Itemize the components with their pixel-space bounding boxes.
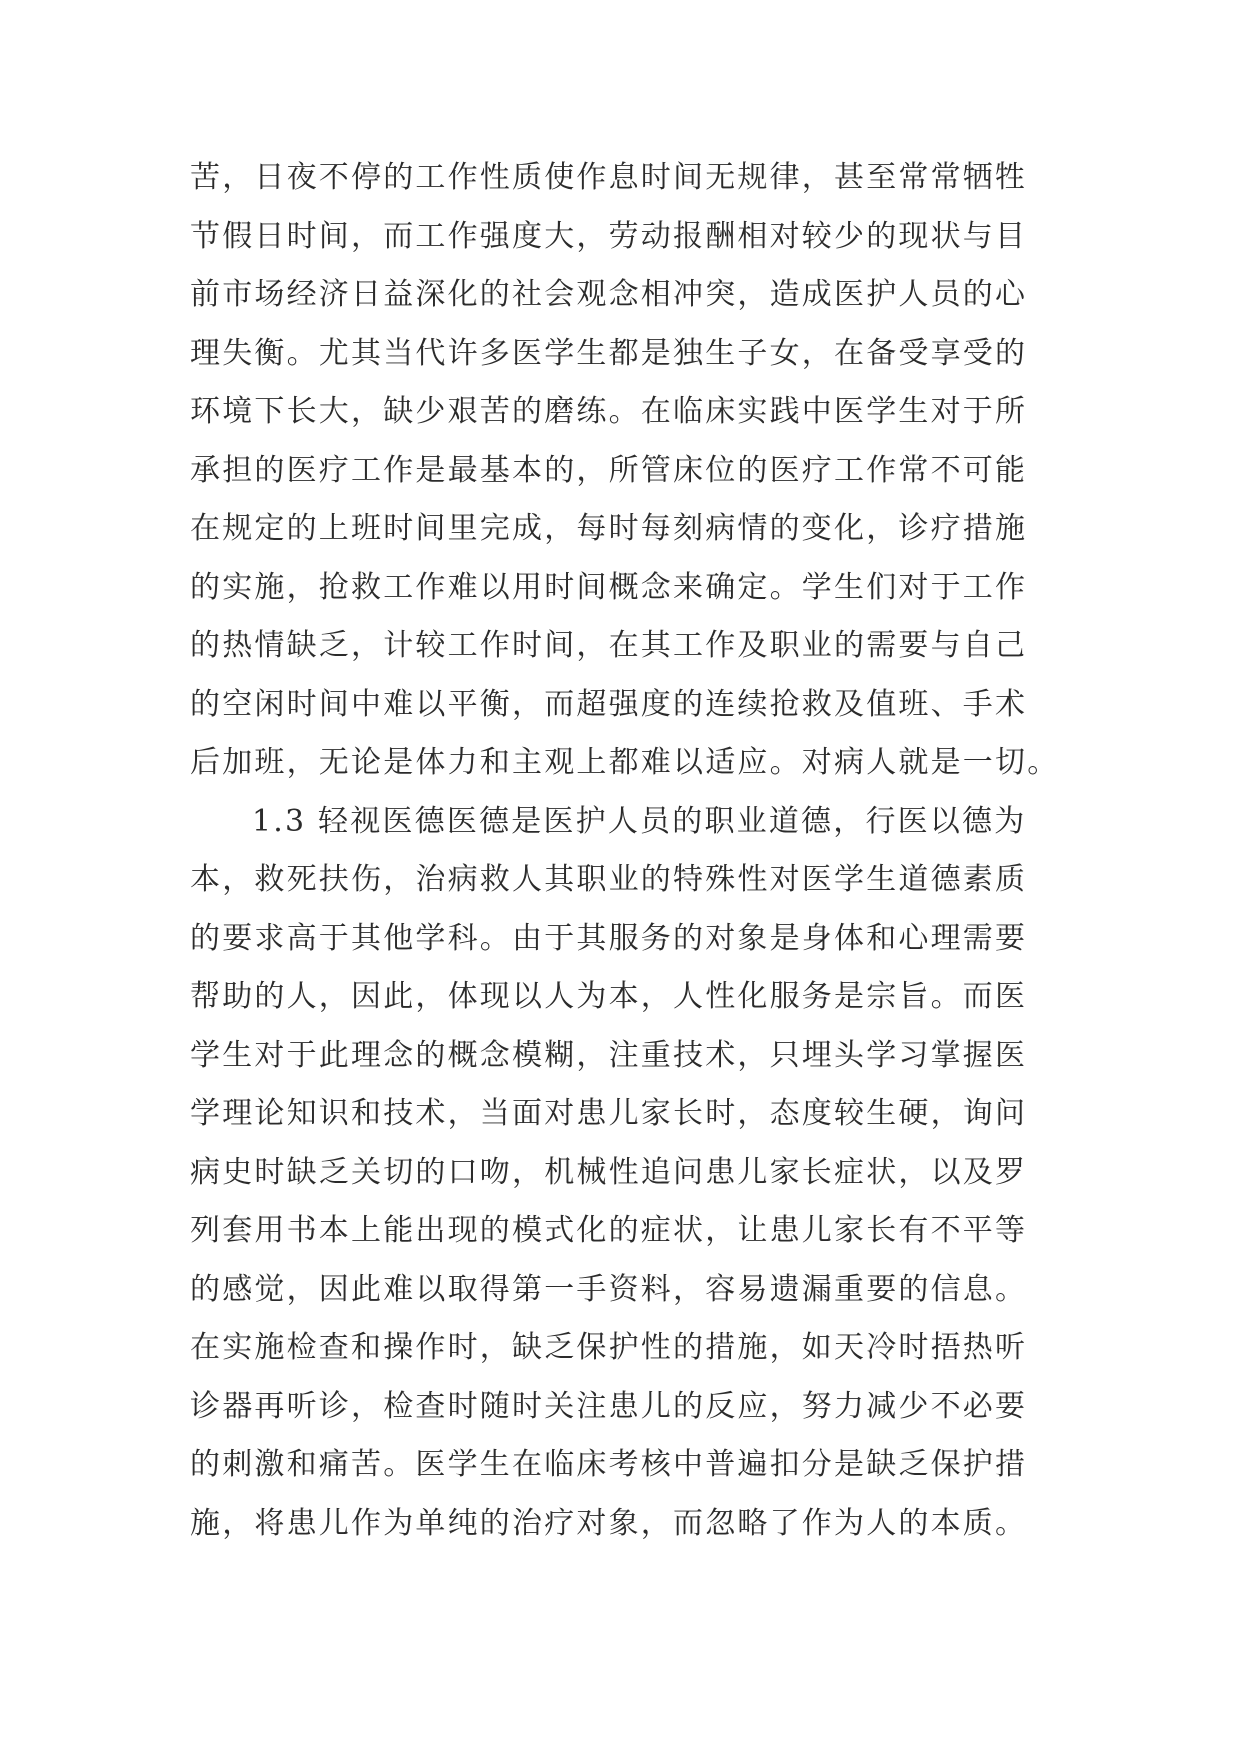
text-line: 的感觉，因此难以取得第一手资料，容易遗漏重要的信息。	[190, 1271, 1028, 1307]
text-line: 本，救死扶伤，治病救人其职业的特殊性对医学生道德素质	[190, 862, 1028, 897]
text-line: 施，将患儿作为单纯的治疗对象，而忽略了作为人的本质。	[190, 1505, 1028, 1541]
text-line: 的热情缺乏，计较工作时间，在其工作及职业的需要与自己	[190, 628, 1028, 663]
text-line: 在实施检查和操作时，缺乏保护性的措施，如天冷时捂热听	[190, 1330, 1028, 1365]
text-line: 学生对于此理念的概念模糊，注重技术，只埋头学习掌握医	[190, 1037, 1028, 1073]
text-line: 环境下长大，缺少艰苦的磨练。在临床实践中医学生对于所	[190, 394, 1028, 429]
text-line: 节假日时间，而工作强度大，劳动报酬相对较少的现状与目	[190, 218, 1028, 254]
section-heading-line: 1.3 轻视医德医德是医护人员的职业道德，行医以德为	[252, 803, 1027, 839]
text-line: 病史时缺乏关切的口吻，机械性追问患儿家长症状，以及罗	[190, 1154, 1028, 1190]
text-line: 的空闲时间中难以平衡，而超强度的连续抢救及值班、手术	[190, 686, 1028, 722]
text-line: 前市场经济日益深化的社会观念相冲突，造成医护人员的心	[190, 277, 1028, 312]
text-line: 在规定的上班时间里完成，每时每刻病情的变化，诊疗措施	[190, 511, 1028, 546]
text-line: 的实施，抢救工作难以用时间概念来确定。学生们对于工作	[190, 569, 1028, 605]
text-line: 承担的医疗工作是最基本的，所管床位的医疗工作常不可能	[190, 452, 1028, 488]
text-line: 学理论知识和技术，当面对患儿家长时，态度较生硬，询问	[190, 1096, 1028, 1131]
text-line: 后加班，无论是体力和主观上都难以适应。对病人就是一切。	[190, 745, 1060, 780]
text-line: 理失衡。尤其当代许多医学生都是独生子女，在备受享受的	[190, 335, 1028, 371]
text-line: 帮助的人，因此，体现以人为本，人性化服务是宗旨。而医	[190, 979, 1028, 1014]
text-line: 列套用书本上能出现的模式化的症状，让患儿家长有不平等	[190, 1213, 1028, 1248]
body-text	[190, 158, 1060, 1562]
text-line: 苦，日夜不停的工作性质使作息时间无规律，甚至常常牺牲	[190, 160, 1028, 195]
text-line: 的要求高于其他学科。由于其服务的对象是身体和心理需要	[190, 920, 1028, 956]
text-line: 诊器再听诊，检查时随时关注患儿的反应，努力减少不必要	[190, 1388, 1028, 1424]
text-line: 的刺激和痛苦。医学生在临床考核中普遍扣分是缺乏保护措	[190, 1447, 1028, 1482]
